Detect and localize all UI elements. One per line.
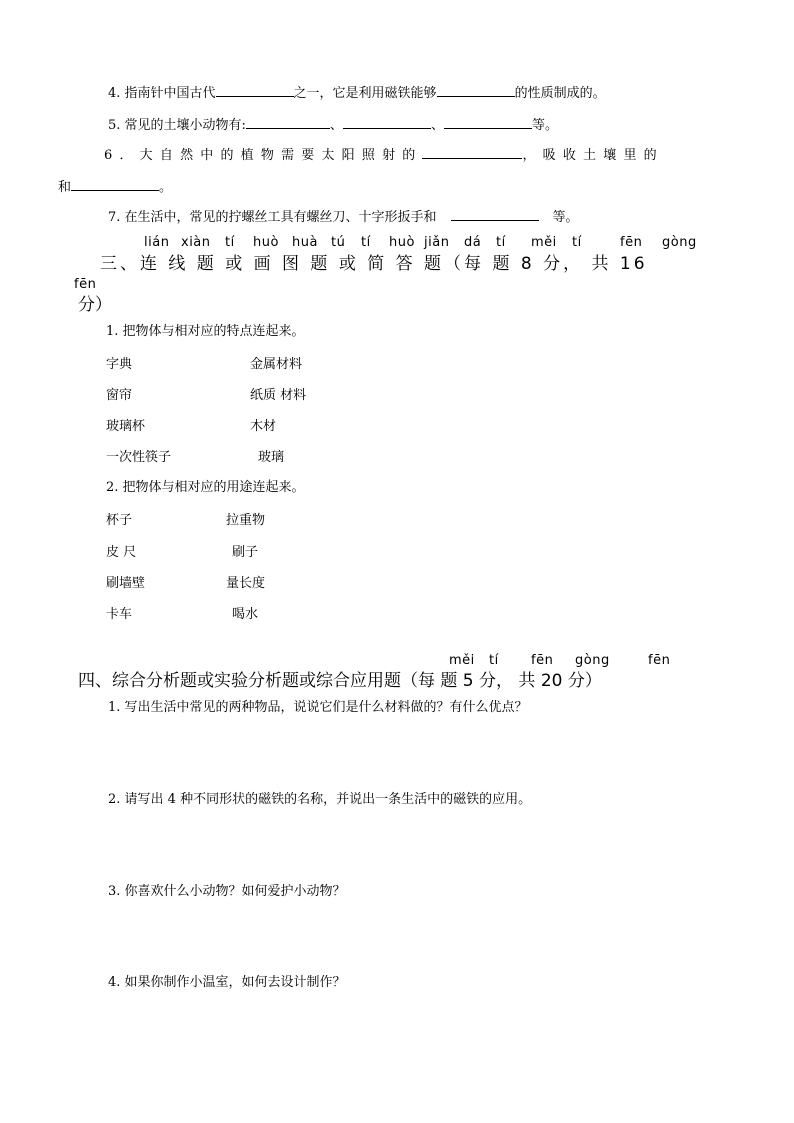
pinyin: měi	[449, 653, 475, 668]
answer-blank[interactable]	[437, 82, 515, 97]
pinyin: huà	[292, 235, 318, 250]
fill-item-5-text-d: 等。	[531, 118, 558, 133]
fill-item-5-text-a: 5. 常见的土壤小动物有:	[108, 118, 246, 133]
match-right-item[interactable]: 量长度	[226, 576, 266, 591]
answer-blank[interactable]	[444, 114, 532, 129]
pinyin: tí	[489, 653, 499, 668]
pinyin: huò	[389, 235, 415, 250]
section4-question-2: 2. 请写出 4 种不同形状的磁铁的名称，并说出一条生活中的磁铁的应用。	[108, 792, 532, 807]
match-left-item[interactable]: 杯子	[106, 513, 133, 528]
fill-item-4-text-a: 4. 指南针中国古代	[108, 86, 216, 101]
section4-title: 四、综合分析题或实验分析题或综合应用题（每 题 5 分， 共 20 分）	[78, 671, 602, 691]
pinyin: xiàn	[181, 235, 211, 250]
fill-item-7-text-b: 等。	[552, 210, 579, 225]
pinyin: tí	[572, 235, 582, 250]
section4-question-1: 1. 写出生活中常见的两种物品，说说它们是什么材料做的？有什么优点？	[108, 700, 528, 715]
pinyin: tí	[496, 235, 506, 250]
pinyin: tí	[361, 235, 371, 250]
pinyin: jiǎn	[424, 235, 450, 250]
pinyin: měi	[531, 235, 557, 250]
fill-item-6-text-a: 6．大自然中的植物需要太阳照射的	[104, 148, 423, 163]
match-right-item[interactable]: 纸质 材料	[250, 388, 307, 403]
pinyin: tú	[331, 235, 346, 250]
fill-item-7-text-a: 7. 在生活中，常见的拧螺丝工具有螺丝刀、十字形扳手和	[108, 210, 437, 225]
pinyin: tí	[225, 235, 235, 250]
pinyin: fēn	[648, 653, 671, 668]
match-left-item[interactable]: 窗帘	[106, 388, 133, 403]
section3-title: 三、连 线 题 或 画 图 题 或 简 答 题（每 题 8 分， 共 16	[100, 254, 648, 274]
fill-item-5-text-b: 、	[329, 118, 343, 133]
match-right-item[interactable]: 刷子	[232, 545, 259, 560]
answer-blank[interactable]	[71, 176, 159, 191]
fill-item-4-text-b: 之一，它是利用磁铁能够	[293, 86, 437, 101]
match-right-item[interactable]: 拉重物	[226, 513, 266, 528]
pinyin: fēn	[620, 235, 643, 250]
match-left-item[interactable]: 卡车	[106, 607, 133, 622]
answer-blank[interactable]	[343, 114, 431, 129]
fill-item-5-text-c: 、	[430, 118, 444, 133]
pinyin: dá	[464, 235, 482, 250]
section3-q2: 2. 把物体与相对应的用途连起来。	[106, 480, 305, 495]
pinyin: fēn	[74, 277, 97, 292]
fill-item-6-text-b: ，吸收土壤里的	[522, 148, 664, 163]
pinyin: lián	[144, 235, 170, 250]
section4-question-4: 4. 如果你制作小温室，如何去设计制作？	[108, 975, 346, 990]
answer-blank[interactable]	[422, 144, 522, 159]
fill-item-4	[108, 82, 606, 104]
match-left-item[interactable]: 一次性筷子	[106, 450, 172, 465]
pinyin: gòng	[575, 653, 610, 668]
answer-blank[interactable]	[451, 206, 539, 221]
match-left-item[interactable]: 玻璃杯	[106, 419, 146, 434]
match-right-item[interactable]: 玻璃	[258, 450, 285, 465]
match-right-item[interactable]: 木材	[250, 419, 277, 434]
fill-item-5	[108, 114, 558, 136]
answer-blank[interactable]	[216, 82, 294, 97]
match-left-item[interactable]: 皮 尺	[106, 545, 137, 560]
fill-item-4-text-c: 的性质制成的。	[514, 86, 606, 101]
match-left-item[interactable]: 刷墙壁	[106, 576, 146, 591]
section3-title-tail: 分）	[78, 295, 112, 315]
section3-q1: 1. 把物体与相对应的特点连起来。	[106, 324, 305, 339]
pinyin: gòng	[662, 235, 697, 250]
fill-item-7	[108, 206, 579, 228]
match-left-item[interactable]: 字典	[106, 357, 133, 372]
match-right-item[interactable]: 金属材料	[250, 357, 303, 372]
fill-item-6	[104, 144, 664, 166]
pinyin: huò	[253, 235, 279, 250]
pinyin: fēn	[531, 653, 554, 668]
fill-item-6-text-c: 和	[58, 180, 72, 195]
match-right-item[interactable]: 喝水	[232, 607, 259, 622]
answer-blank[interactable]	[246, 114, 330, 129]
section4-question-3: 3. 你喜欢什么小动物？如何爱护小动物？	[108, 884, 346, 899]
fill-item-6-cont	[58, 176, 172, 198]
fill-item-6-text-d: 。	[159, 180, 173, 195]
